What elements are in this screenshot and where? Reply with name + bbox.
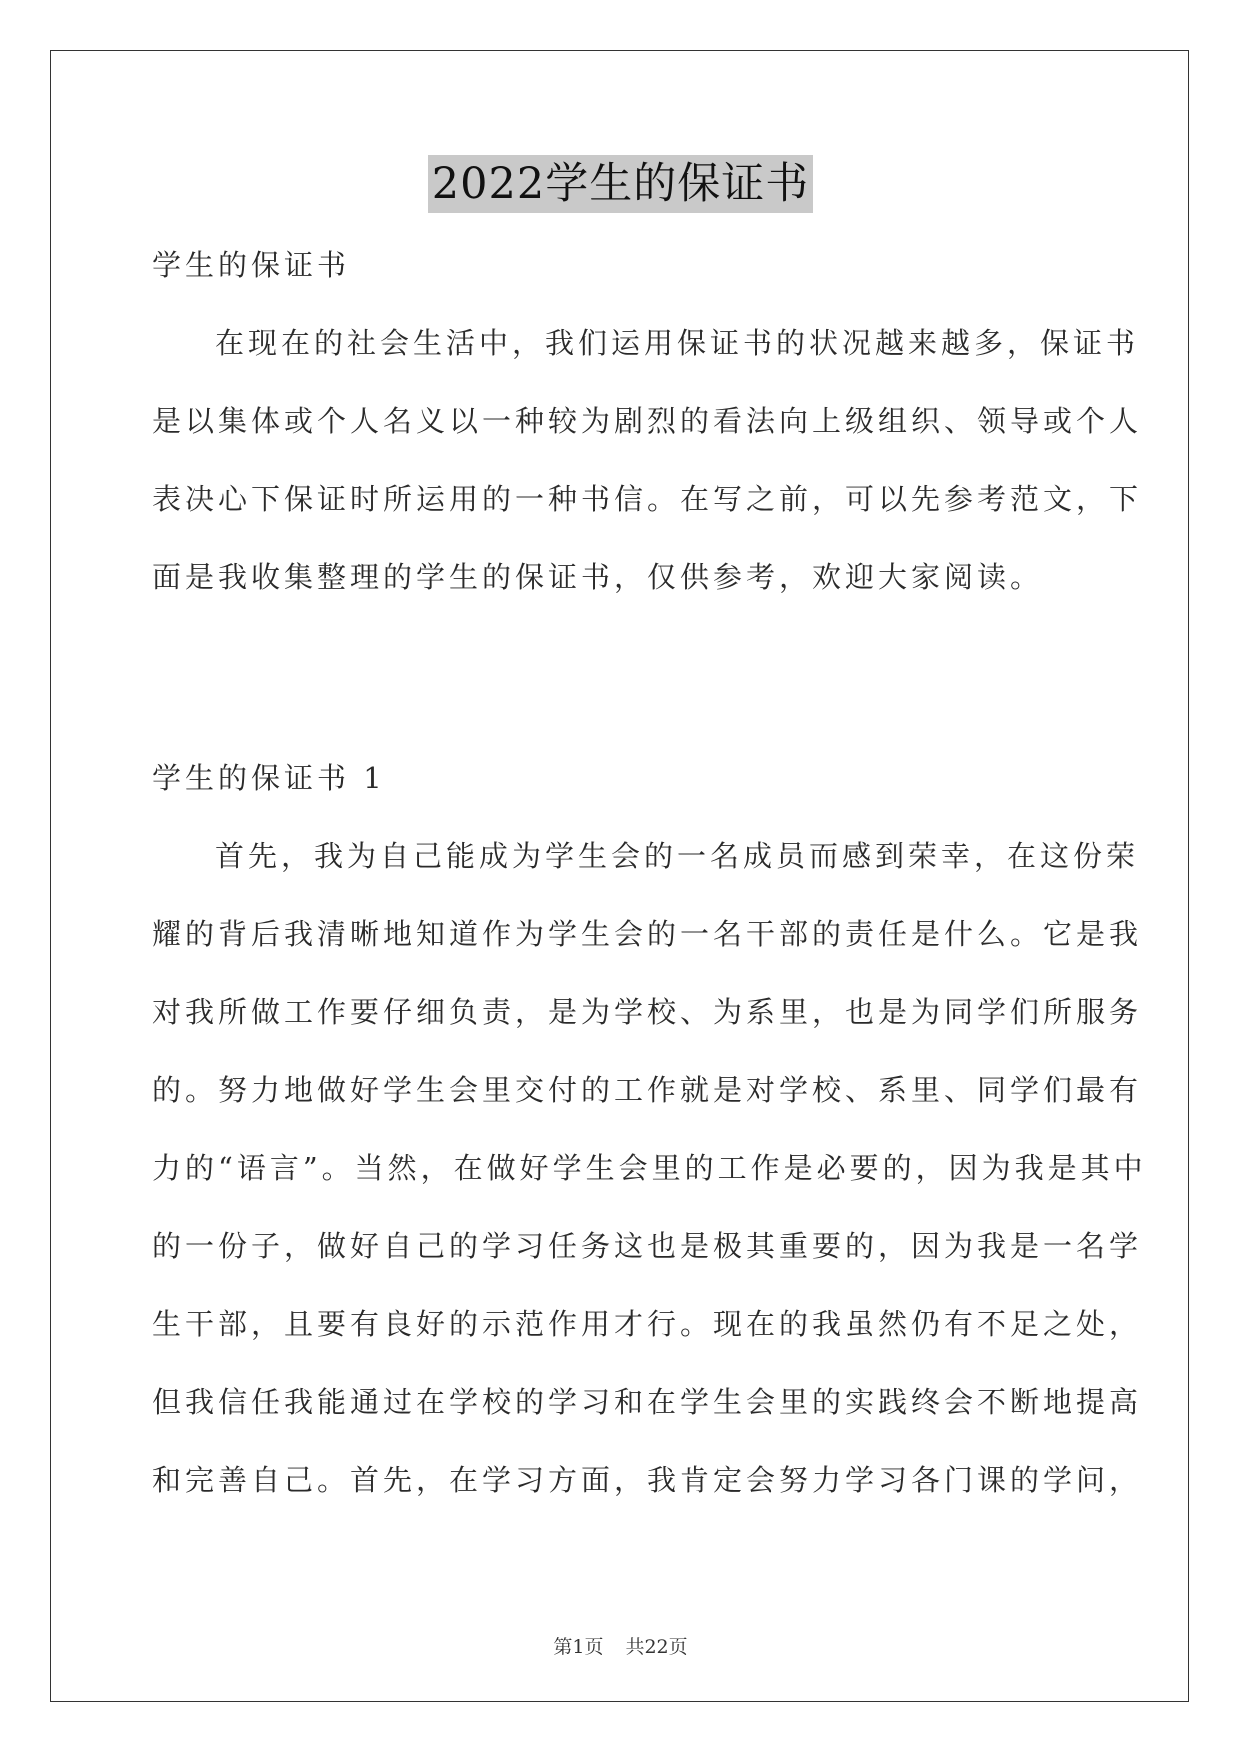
page-number: 第1页 [553, 1636, 604, 1658]
title-container [0, 155, 1241, 213]
section-line: 但我信任我能通过在学校的学习和在学生会里的实践终会不断地提高 [152, 1385, 1143, 1419]
document-heading: 学生的保证书 [152, 248, 351, 282]
page-border [50, 50, 1189, 1702]
page-total: 共22页 [625, 1636, 688, 1658]
section-line: 的。努力地做好学生会里交付的工作就是对学校、系里、同学们最有 [152, 1073, 1143, 1107]
section-line: 对我所做工作要仔细负责，是为学校、为系里，也是为同学们所服务 [152, 995, 1143, 1029]
section-line: 首先，我为自己能成为学生会的一名成员而感到荣幸，在这份荣 [215, 839, 1140, 873]
intro-line: 是以集体或个人名义以一种较为剧烈的看法向上级组织、领导或个人 [152, 404, 1143, 438]
section-line: 力的“语言”。当然，在做好学生会里的工作是必要的，因为我是其中 [152, 1151, 1147, 1185]
intro-line: 在现在的社会生活中，我们运用保证书的状况越来越多，保证书 [215, 326, 1140, 360]
intro-line: 表决心下保证时所运用的一种书信。在写之前，可以先参考范文，下 [152, 482, 1143, 516]
section-line: 的一份子，做好自己的学习任务这也是极其重要的，因为我是一名学 [152, 1229, 1143, 1263]
document-title: 2022学生的保证书 [428, 155, 813, 213]
section-line: 和完善自己。首先，在学习方面，我肯定会努力学习各门课的学问， [152, 1463, 1143, 1497]
section-line: 生干部，且要有良好的示范作用才行。现在的我虽然仍有不足之处， [152, 1307, 1143, 1341]
intro-line: 面是我收集整理的学生的保证书，仅供参考，欢迎大家阅读。 [152, 560, 1044, 594]
section-line: 耀的背后我清晰地知道作为学生会的一名干部的责任是什么。它是我 [152, 917, 1143, 951]
page-footer [0, 1635, 1241, 1659]
section-heading: 学生的保证书 1 [152, 761, 386, 795]
